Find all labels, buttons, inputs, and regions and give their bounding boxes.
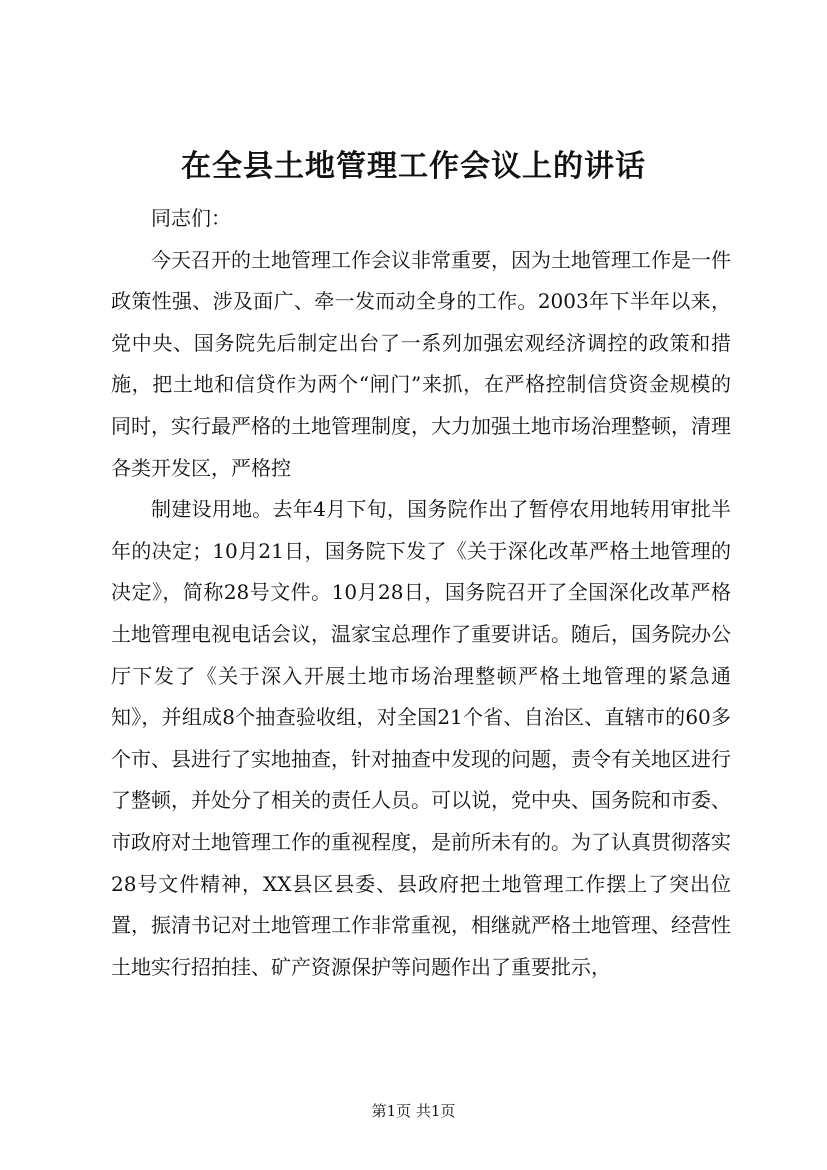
document-title: 在全县土地管理工作会议上的讲话 <box>181 149 646 184</box>
salutation-paragraph: 同志们： <box>151 206 231 230</box>
body-paragraph: 今天召开的土地管理工作会议非常重要，因为土地管理工作是一件政策性强、涉及面广、牵一发而动全身的工作。2003年下半年以来，党中央、国务院先后制定出台了一系列加强宏观经济调控的政策和措施，把土地和信贷作为两个“闸门”来抓，在严格控制信贷资金规模的同时，实行最严格的土地管理制度，大力加强土地市场治理整顿，清理各类开发区，严格控 <box>111 247 731 480</box>
document-body <box>111 198 731 988</box>
page-footer: 第1页 共1页 <box>371 1102 456 1120</box>
body-paragraph: 制建设用地。去年4月下旬，国务院作出了暂停农用地转用审批半年的决定；10月21日，国务院下发了《关于深化改革严格土地管理的决定》，简称28号文件。10月28日，国务院召开了全国深化改革严格土地管理电视电话会议，温家宝总理作了重要讲话。随后，国务院办公厅下发了《关于深入开展土地市场治理整顿严格土地管理的紧急通知》，并组成8个抽查验收组，对全国21个省、自治区、直辖市的60多个市、县进行了实地抽查，针对抽查中发现的问题，责令有关地区进行了整顿，并处分了相关的责任人员。可以说，党中央、国务院和市委、市政府对土地管理工作的重视程度，是前所未有的。为了认真贯彻落实28号文件精神，XX县区县委、县政府把土地管理工作摆上了突出位置，振清书记对土地管理工作非常重视，相继就严格土地管理、经营性土地实行招拍挂、矿产资源保护等问题作出了重要批示， <box>111 497 731 979</box>
